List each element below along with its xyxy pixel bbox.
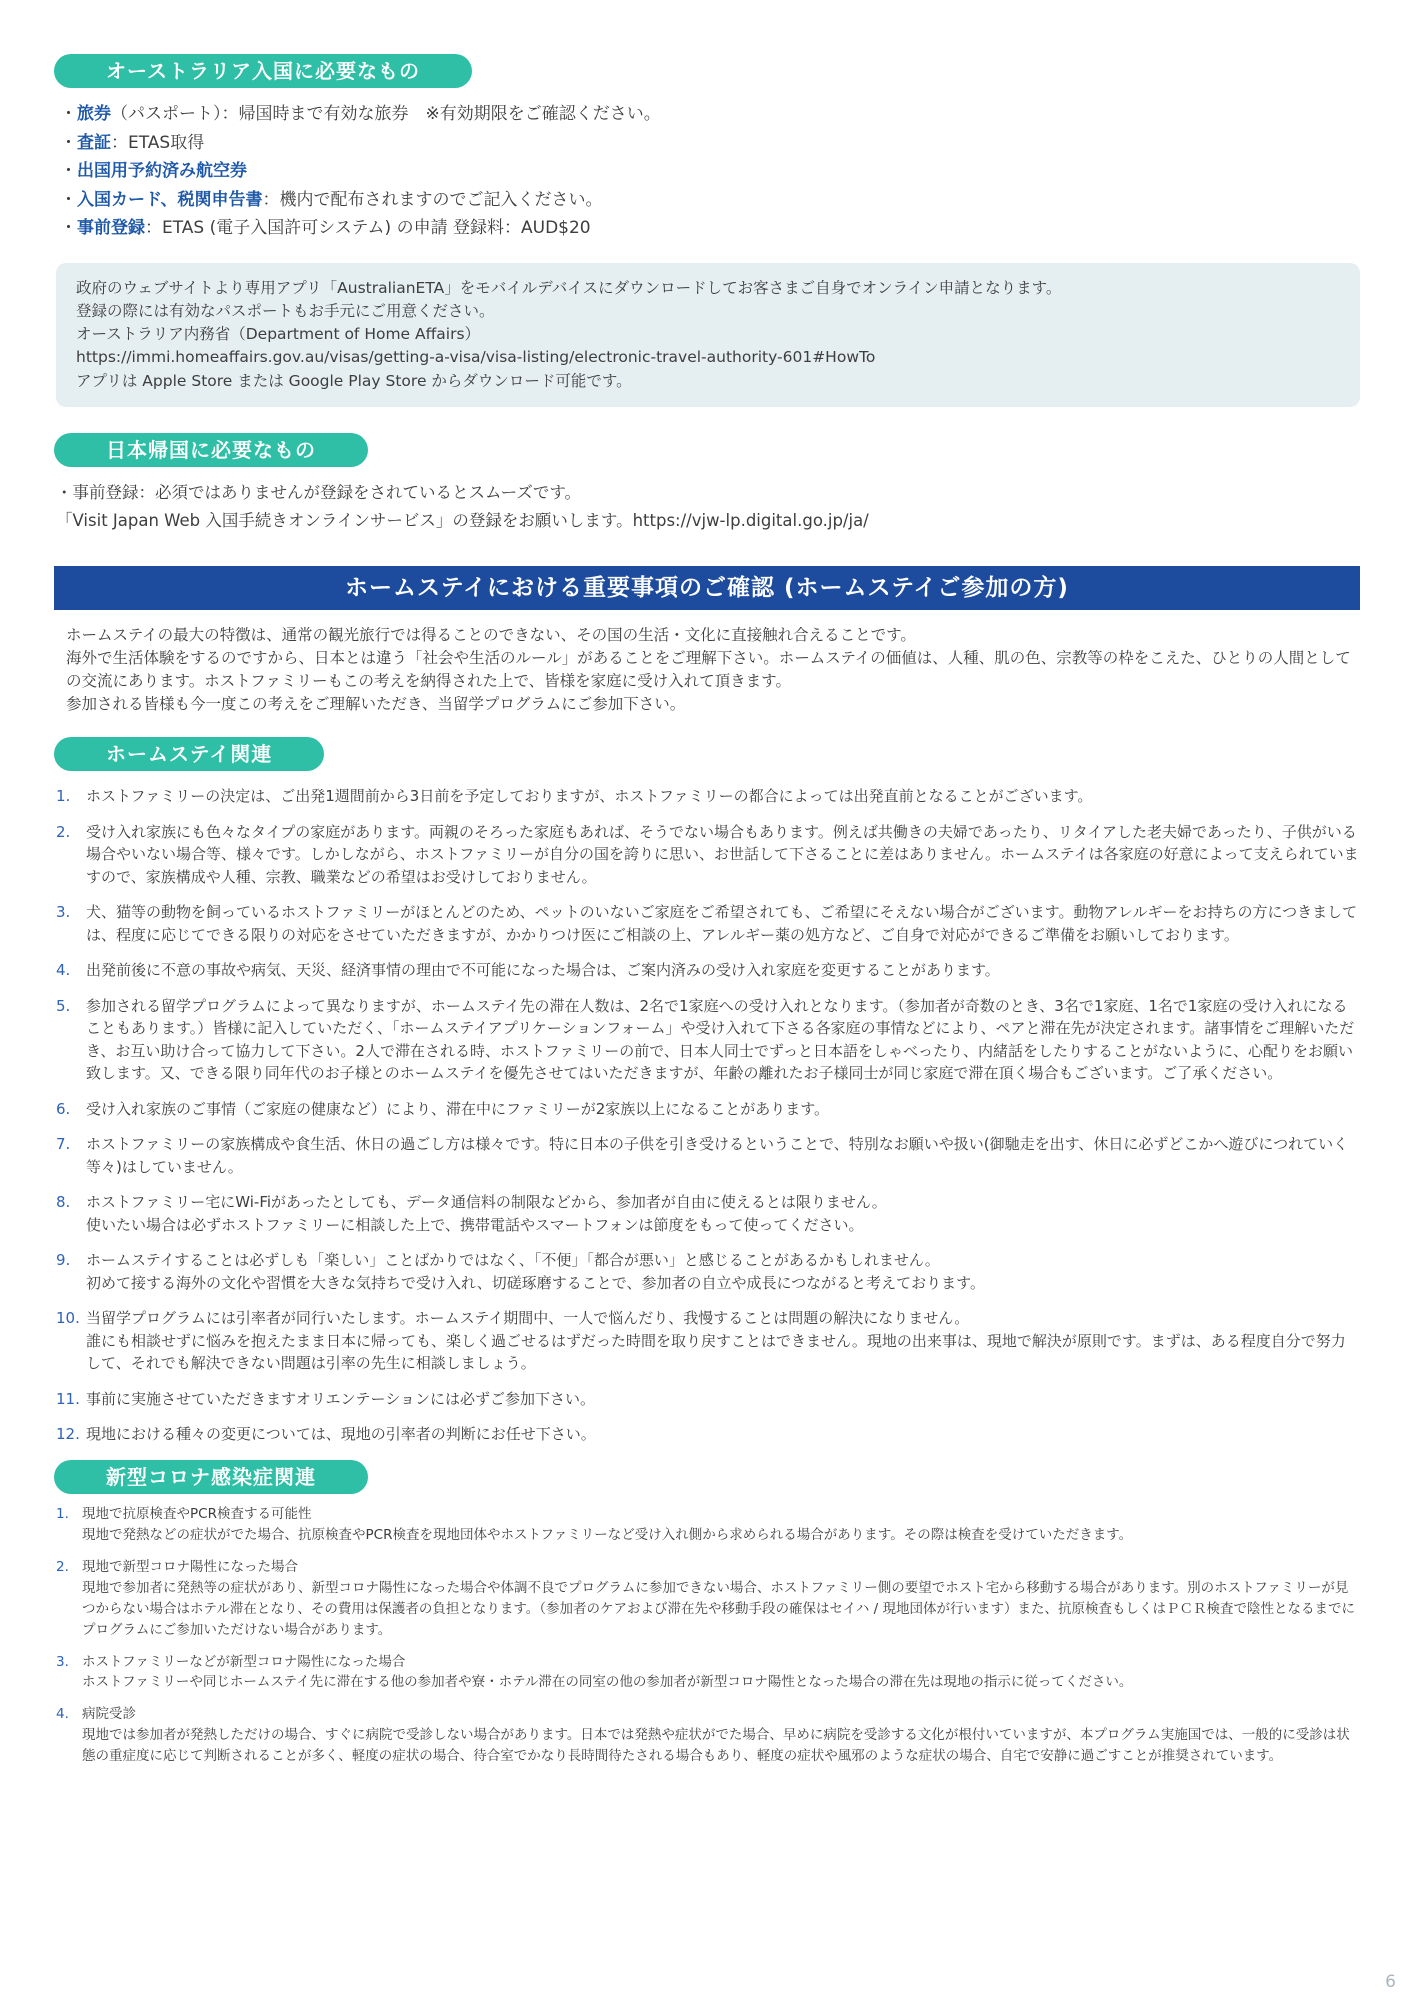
section-heading-covid: 新型コロナ感染症関連 (54, 1460, 368, 1494)
item-number: 4. (56, 1706, 69, 1723)
australia-requirements-list (60, 100, 1360, 243)
item-content (82, 1652, 1360, 1694)
item-text: ：ETAS (電子入国許可システム) の申請 登録料：AUD$20 (145, 218, 591, 239)
list-item (56, 1133, 1360, 1178)
homestay-numbered-list (56, 785, 1360, 1446)
list-item (56, 1307, 1360, 1375)
item-number: 3. (56, 1653, 69, 1670)
section-homestay-header-row (54, 737, 1360, 771)
section-australia-header-row (54, 54, 1360, 88)
list-item (56, 1704, 1360, 1767)
list-item (56, 821, 1360, 889)
list-item (56, 901, 1360, 946)
section-japan-header-row (54, 433, 1360, 467)
item-title: ホストファミリーなどが新型コロナ陽性になった場合 (82, 1653, 406, 1670)
eta-info-box: 政府のウェブサイトより専用アプリ「AustralianETA」をモバイルデバイスにダウンロードしてお客さまご自身でオンライン申請となります。 登録の際には有効なパスポートもお手元にご用意ください。 オーストラリア内務省（Department of Home Affairs） https://immi.homeaffairs.gov.au/visas/getting-a-visa/visa-listing/electronic-travel-authority-601#HowTo アプリは Apple Store または Google Play Store からダウンロード可能です。 (56, 263, 1360, 407)
item-label: 事前登録 (77, 218, 145, 239)
section-heading-japan: 日本帰国に必要なもの (54, 433, 368, 467)
item-content (82, 1704, 1360, 1767)
item-number: 9. (56, 1251, 71, 1270)
list-item (56, 1504, 1360, 1546)
section-heading-australia: オーストラリア入国に必要なもの (54, 54, 472, 88)
list-item (56, 1423, 1360, 1446)
item-number: 5. (56, 996, 71, 1015)
item-text: 当留学プログラムには引率者が同行いたします。ホームステイ期間中、一人で悩んだり、我慢することは問題の解決になりません。 誰にも相談せずに悩みを抱えたまま日本に帰っても、楽しく過ごせるはずだった時間を取り戻すことはできません。現地の出来事は、現地で解決が原則です。まずは、ある程度自分で努力して、それでも解決できない問題は引率の先生に相談しましょう。 (86, 1309, 1346, 1373)
item-text: ホストファミリー宅にWi-Fiがあったとしても、データ通信料の制限などから、参加者が自由に使えるとは限りません。 使いたい場合は必ずホストファミリーに相談した上で、携帯電話やスマートフォンは節度をもって使ってください。 (86, 1193, 887, 1234)
page-number: 6 (1385, 1972, 1396, 1992)
list-item (56, 1191, 1360, 1236)
item-number: 11. (56, 1389, 80, 1408)
list-item (56, 1249, 1360, 1294)
item-content (82, 1557, 1360, 1641)
item-body: 現地では参加者が発熱しただけの場合、すぐに病院で受診しない場合があります。日本では発熱や症状がでた場合、早めに病院を受診する文化が根付いていますが、本プログラム実施国では、一般的に受診は状態の重症度に応じて判断されることが多く、軽度の症状の場合、待合室でかなり長時間待たされる場合もあり、軽度の症状や風邪のような症状の場合、自宅で安静に過ごすことが推奨されています。 (82, 1727, 1350, 1765)
bullet-marker: ・ (60, 218, 77, 239)
item-body: 現地で発熱などの症状がでた場合、抗原検査やPCR検査を現地団体やホストファミリーなど受け入れ側から求められる場合があります。その際は検査を受けていただきます。 (82, 1526, 1133, 1543)
item-number: 4. (56, 961, 71, 980)
list-item (56, 1652, 1360, 1694)
item-text: 参加される留学プログラムによって異なりますが、ホームステイ先の滞在人数は、2名で1家庭への受け入れとなります。（参加者が奇数のとき、3名で1家庭、1名で1家庭の受け入れになることもあります。）皆様に記入していただく、「ホームステイアプリケーションフォーム」や受け入れて下さる各家庭の事情などにより、ペアと滞在先が決定されます。諸事情をご理解いただき、お互い助け合って協力して下さい。2人で滞在される時、ホストファミリーの前で、日本人同士でずっと日本語をしゃべったり、内緒話をしたりすることがないように、心配りをお願い致します。又、できる限り同年代のお子様とのホームステイを優先させてはいただきますが、年齢の離れたお子様同士が同じ家庭で滞在頂く場合もございます。ご了承ください。 (86, 996, 1355, 1083)
bullet-marker: ・ (60, 132, 77, 153)
item-text: ：ETAS取得 (111, 132, 205, 153)
item-text: 出発前後に不意の事故や病気、天災、経済事情の理由で不可能になった場合は、ご案内済みの受け入れ家庭を変更することがあります。 (86, 961, 1000, 980)
item-text: 現地における種々の変更については、現地の引率者の判断にお任せ下さい。 (86, 1425, 596, 1444)
item-title: 現地で新型コロナ陽性になった場合 (82, 1558, 298, 1575)
item-number: 2. (56, 822, 71, 841)
item-text: ホストファミリーの家族構成や食生活、休日の過ごし方は様々です。特に日本の子供を引き受けるということで、特別なお願いや扱い(御馳走を出す、休日に必ずどこかへ遊びにつれていく等々)はしていません。 (86, 1135, 1349, 1176)
item-number: 7. (56, 1135, 71, 1154)
section-covid-header-row (54, 1460, 1360, 1494)
list-item (60, 214, 1360, 243)
item-label: 旅券 (77, 104, 111, 124)
list-item (56, 1557, 1360, 1641)
list-item (60, 186, 1360, 215)
list-item (56, 1098, 1360, 1121)
list-item (60, 100, 1360, 129)
list-item (60, 129, 1360, 158)
item-label: 査証 (77, 132, 111, 153)
item-number: 1. (56, 787, 71, 806)
item-text: 受け入れ家族にも色々なタイプの家庭があります。両親のそろった家庭もあれば、そうでない場合もあります。例えば共働きの夫婦であったり、リタイアした老夫婦であったり、子供がいる場合やいない場合等、様々です。しかしながら、ホストファミリーが自分の国を誇りに思い、お世話して下さることに差はありません。ホームステイは各家庭の好意によって支えられていますので、家族構成や人種、宗教、職業などの希望はお受けしておりません。 (86, 822, 1359, 886)
item-number: 6. (56, 1099, 71, 1118)
list-item (56, 959, 1360, 982)
item-text: 受け入れ家族のご事情（ご家庭の健康など）により、滞在中にファミリーが2家族以上になることがあります。 (86, 1099, 830, 1118)
item-text: （パスポート）：帰国時まで有効な旅券 ※有効期限をご確認ください。 (111, 104, 661, 124)
list-item (56, 995, 1360, 1085)
list-item (56, 1388, 1360, 1411)
bullet-marker: ・ (60, 104, 77, 124)
list-item (60, 157, 1360, 186)
item-number: 8. (56, 1193, 71, 1212)
item-number: 2. (56, 1558, 69, 1575)
homestay-banner-title: ホームステイにおける重要事項のご確認 (ホームステイご参加の方) (54, 566, 1360, 610)
bullet-marker: ・ (60, 189, 77, 210)
japan-requirements-text: ・事前登録：必須ではありませんが登録をされているとスムーズです。 「Visit Japan Web 入国手続きオンラインサービス」の登録をお願いします。https://vjw-lp.digital.go.jp/ja/ (56, 482, 869, 531)
bullet-marker: ・ (60, 161, 77, 182)
item-label: 出国用予約済み航空券 (77, 161, 247, 182)
item-title: 病院受診 (82, 1706, 136, 1723)
homestay-intro-paragraph: ホームステイの最大の特徴は、通常の観光旅行では得ることのできない、その国の生活・文化に直接触れ合えることです。 海外で生活体験をするのですから、日本とは違う「社会や生活のルール」があることをご理解下さい。ホームステイの価値は、人種、肌の色、宗教等の枠をこえた、ひとりの人間としての交流にあります。ホストファミリーもこの考えを納得された上で、皆様を家庭に受け入れて頂きます。 参加される皆様も今一度この考えをご理解いただき、当留学プログラムにご参加下さい。 (66, 625, 1351, 713)
item-number: 12. (56, 1425, 80, 1444)
item-text: ：機内で配布されますのでご記入ください。 (262, 189, 603, 210)
item-number: 3. (56, 903, 71, 922)
item-number: 10. (56, 1309, 80, 1328)
item-number: 1. (56, 1505, 69, 1522)
list-item (56, 785, 1360, 808)
item-label: 入国カード、税関申告書 (77, 189, 263, 210)
item-text: ホストファミリーの決定は、ご出発1週間前から3日前を予定しておりますが、ホストファミリーの都合によっては出発直前となることがございます。 (86, 787, 1093, 806)
item-body: 現地で参加者に発熱等の症状があり、新型コロナ陽性になった場合や体調不良でプログラムに参加できない場合、ホストファミリー側の要望でホスト宅から移動する場合があります。別のホストファミリーが見つからない場合はホテル滞在となり、その費用は保護者の負担となります。（参加者のケアおよび滞在先や移動手段の確保はセイハ / 現地団体が行います）また、抗原検査もしくはＰＣＲ検査で陰性となるまでにプログラムにご参加いただけない場合があります。 (82, 1579, 1355, 1638)
item-text: 事前に実施させていただきますオリエンテーションには必ずご参加下さい。 (86, 1389, 595, 1408)
item-title: 現地で抗原検査やPCR検査する可能性 (82, 1505, 312, 1522)
item-content (82, 1504, 1360, 1546)
covid-numbered-list (56, 1504, 1360, 1767)
item-text: 犬、猫等の動物を飼っているホストファミリーがほとんどのため、ペットのいないご家庭をご希望されても、ご希望にそえない場合がございます。動物アレルギーをお持ちの方につきましては、程度に応じてできる限りの対応をさせていただきますが、かかりつけ医にご相談の上、アレルギー薬の処方など、ご自身で対応ができるご準備をお願いしております。 (86, 903, 1358, 944)
section-heading-homestay: ホームステイ関連 (54, 737, 324, 771)
item-body: ホストファミリーや同じホームステイ先に滞在する他の参加者や寮・ホテル滞在の同室の他の参加者が新型コロナ陽性となった場合の滞在先は現地の指示に従ってください。 (82, 1674, 1133, 1691)
item-text: ホームステイすることは必ずしも「楽しい」ことばかりではなく、「不便」「都合が悪い」と感じることがあるかもしれません。 初めて接する海外の文化や習慣を大きな気持ちで受け入れ、切磋琢磨することで、参加者の自立や成長につながると考えております。 (86, 1251, 985, 1292)
